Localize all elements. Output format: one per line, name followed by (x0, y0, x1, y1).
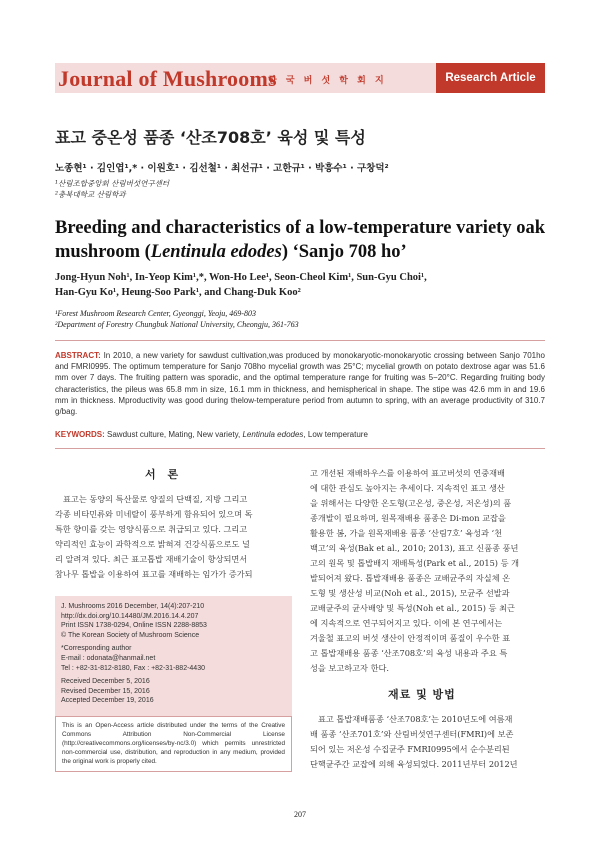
korean-title: 표고 중온성 품종 ‘산조708호’ 육성 및 특성 (55, 128, 366, 147)
text-line: 발되어져 왔다. 톱밥재배용 품종은 교배균주의 자실체 온 (310, 573, 511, 583)
info-line: Revised December 15, 2016 (61, 687, 150, 695)
journal-korean-title: 한 국 버 섯 학 회 지 (268, 76, 387, 86)
page-number: 207 (294, 810, 306, 819)
korean-affiliations (55, 178, 169, 200)
english-title-post: ) ‘Sanjo 708 ho’ (281, 242, 407, 262)
text-line: 고의 원목 및 톱밥배지 재배특성(Park et al., 2015) 등 개 (310, 558, 520, 568)
text-line: 단핵균주간 교잡에 의해 육성되었다. 2011년부터 2012년 (310, 759, 518, 769)
text-line: 활용한 봄, 가을 원목재배용 품종 ‘산림7호’ 육성과 ‘천 (310, 528, 503, 538)
keywords-post: , Low temperature (303, 430, 368, 439)
text-line: 성을 보고하고자 한다. (310, 663, 389, 673)
text-line: 에 지속적으로 연구되어지고 있다. 이에 본 연구에서는 (310, 618, 503, 628)
english-title-pre: Breeding and characteristics of a low-temperature variety oak mushroom ( (55, 218, 545, 262)
text-line: 종개발이 필요하며, 원목재배용 품종은 Di-mon 교잡을 (310, 513, 506, 523)
korean-authors: 노종현¹ · 김인엽¹,* · 이원호¹ · 김선철¹ · 최선규¹ · 고한규¹ · 박흥수¹ · 구창덕² (55, 163, 389, 174)
text-line: 교배균주의 균사배양 및 특성(Noh et al., 2015) 등 최근 (310, 603, 515, 613)
divider (55, 340, 545, 341)
english-title-species: Lentinula edodes (150, 242, 282, 262)
journal-title: Journal of Mushrooms (58, 66, 277, 91)
info-line: Accepted December 19, 2016 (61, 697, 154, 705)
text-line: 약리적인 효능이 과학적으로 밝혀져 건강식품으로도 널 (55, 539, 250, 549)
english-authors (55, 270, 550, 300)
info-line[interactable]: http://dx.doi.org/10.14480/JM.2016.14.4.207 (61, 612, 199, 620)
info-line: © The Korean Society of Mushroom Science (61, 631, 200, 639)
english-affiliation: ²Department of Forestry Chungbuk National University, Cheongju, 361-763 (55, 320, 299, 329)
text-line: 되어 있는 저온성 수집균주 FMRI0995에서 순수분리된 (310, 744, 510, 754)
text-line: 고 개선된 재배하우스를 이용하여 표고버섯의 연중재배 (310, 468, 505, 478)
text-line: 겨울철 표고의 버섯 생산이 안정적이며 품질이 우수한 표 (310, 633, 511, 643)
info-line: Received December 5, 2016 (61, 678, 150, 686)
text-line: 을 위해서는 다양한 온도형(고온성, 중온성, 저온성)의 품 (310, 498, 512, 508)
abstract (55, 350, 545, 417)
info-line[interactable]: E-mail : odonata@hanmail.net (61, 654, 156, 662)
text-line: 특한 향미를 갖는 영양식품으로 취급되고 있다. 그리고 (55, 524, 248, 534)
text-line: 고 톱밥재배용 품종 ‘산조708호’의 육성 내용과 주요 특 (310, 648, 508, 658)
korean-affiliation: ²충북대학교 산림학과 (55, 190, 126, 199)
right-column-text (310, 466, 547, 676)
text-line: 참나무 톱밥을 이용하여 표고를 재배하는 임가가 증가되 (55, 569, 253, 579)
keywords-italic: Lentinula edodes (242, 430, 304, 439)
info-line: J. Mushrooms 2016 December, 14(4):207-210 (61, 603, 205, 610)
english-affiliation: ¹Forest Mushroom Research Center, Gyeonggi, Yeoju, 469-803 (55, 309, 256, 318)
english-title (55, 216, 550, 264)
article-info-box (55, 596, 292, 716)
abstract-text: In 2010, a new variety for sawdust cultivation,was produced by monokaryotic-monokaryotic crossing between Sanjo 701ho and FMRI0995. The optimum temperature for Sanjo 708ho mycelial growth was 25°C; mycelial growth on potato dextrose agar was 51.6 mm over 7 days. The fruiting pattern was sporadic, and the optimal temperature range for fruiting was 5−20°C. Regarding fruiting body characteristics, the pileus was 65.8 mm in size, 16.1 mm in thickness, and hemispherical in shape. The stipe was 42.6 mm in and 19.6 mm in thickness. Mproductivity was good during thelow-temperature period from autumn to spring, with an average productivity of 310.7 g/bag. (55, 351, 545, 417)
info-line: Print ISSN 1738-0294, Online ISSN 2288-8853 (61, 622, 207, 630)
english-affiliations (55, 308, 299, 330)
text-line: 에 대한 관심도 높아지는 추세이다. 지속적인 표고 생산 (310, 483, 505, 493)
keywords-pre: Sawdust culture, Mating, New variety, (107, 430, 243, 439)
text-line: 각종 비타민류와 미네랄이 풍부하게 함유되어 있으며 독 (55, 509, 253, 519)
text-line: 표고 톱밥재배품종 ‘산조708호’는 2010년도에 여름재 (318, 714, 513, 724)
text-line: 백고’의 육성(Bak et al., 2010; 2013), 표고 신품종 풍년 (310, 543, 519, 553)
text-line: 배 품종 ‘산조701호’와 산림버섯연구센터(FMRI)에 보존 (310, 729, 514, 739)
section-heading-methods: 재료 및 방법 (388, 688, 456, 701)
info-line: Tel : +82-31-812-8180, Fax : +82-31-882-4430 (61, 664, 205, 672)
open-access-notice: This is an Open-Access article distributed under the terms of the Creative Commons Attribution Non-Commercial License (http://creativecommons.org/licenses/by-nc/3.0) which permits unrestricted non-commercial use, distribution, and reproduction in any medium, provided the original work is properly cited. (55, 716, 292, 772)
english-authors-line: Han-Gyu Ko¹, Heung-Soo Park¹, and Chang-Duk Koo² (55, 287, 301, 298)
divider (55, 448, 545, 449)
left-column-text (55, 492, 292, 582)
korean-affiliation: ¹산림조합중앙회 산림버섯연구센터 (55, 179, 170, 188)
abstract-label: ABSTRACT: (55, 351, 101, 360)
text-line: 표고는 동양의 특산물로 양질의 단백질, 지방 그리고 (63, 494, 248, 504)
keywords (55, 430, 545, 439)
section-heading-introduction: 서 론 (145, 468, 183, 481)
text-line: 도형 및 생산성 비교(Noh et al., 2015), 모균주 선발과 (310, 588, 510, 598)
keywords-label: KEYWORDS: (55, 430, 105, 439)
english-authors-line: Jong-Hyun Noh¹, In-Yeop Kim¹,*, Won-Ho Lee¹, Seon-Cheol Kim¹, Sun-Gyu Choi¹, (55, 272, 427, 283)
article-type-badge: Research Article (436, 63, 545, 93)
text-line: 리 알려져 있다. 최근 표고톱밥 재배기술이 향상되면서 (55, 554, 248, 564)
right-column-text-2 (310, 712, 547, 772)
info-line: *Corresponding author (61, 645, 132, 653)
